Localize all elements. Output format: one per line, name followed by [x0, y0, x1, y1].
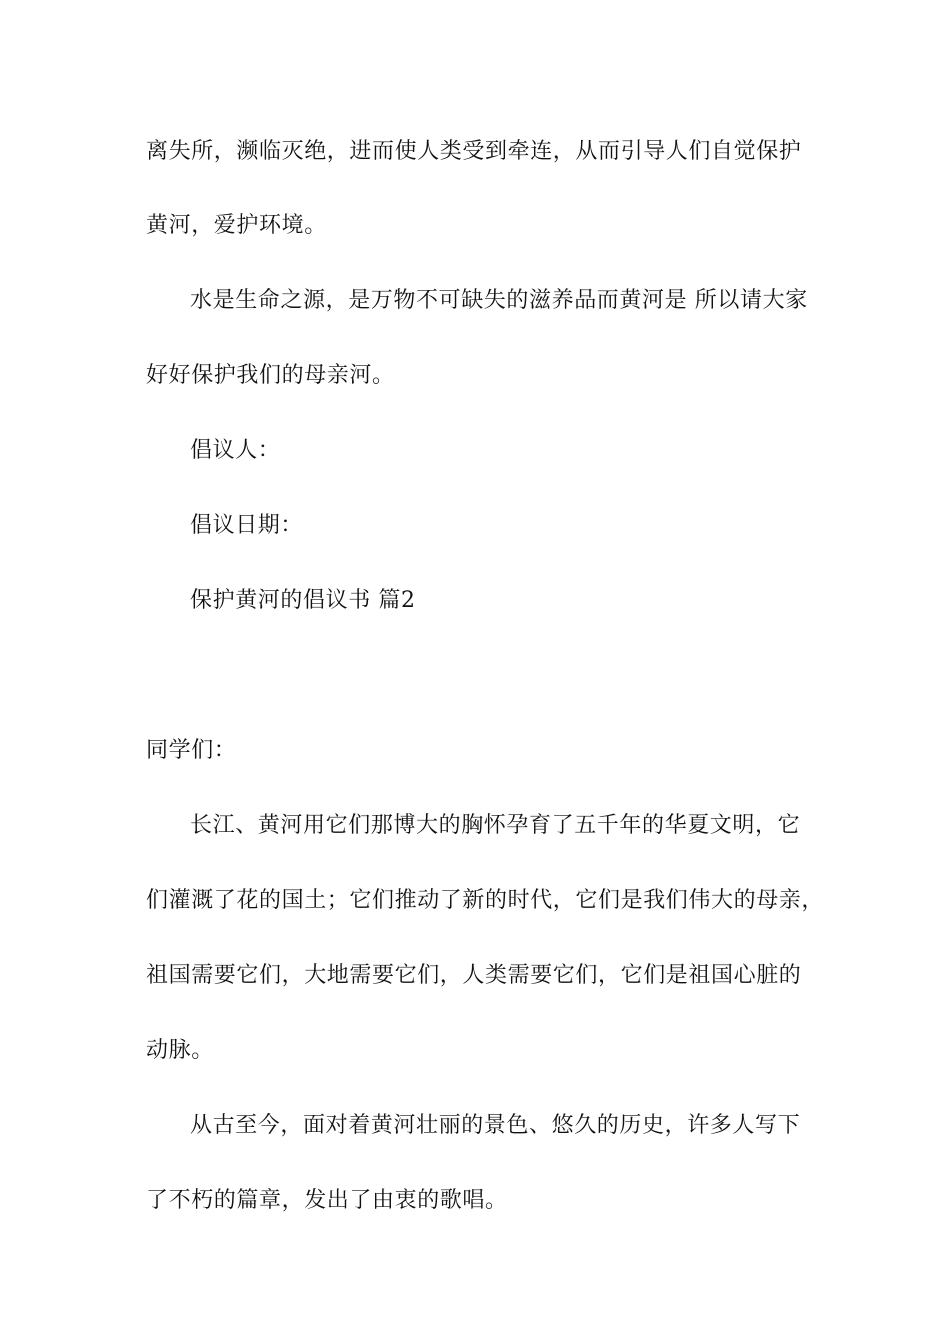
paragraph-line: 黄河，爱护环境。 [146, 213, 327, 238]
paragraph-line: 们灌溉了花的国土；它们推动了新的时代，它们是我们伟大的母亲， [146, 888, 825, 913]
paragraph-line: 了不朽的篇章，发出了由衷的歌唱。 [146, 1188, 508, 1213]
paragraph-line: 长江、黄河用它们那博大的胸怀孕育了五千年的华夏文明，它 [190, 813, 801, 838]
proposer-label: 倡议人： [190, 438, 281, 463]
paragraph-line: 好好保护我们的母亲河。 [146, 363, 395, 388]
salutation: 同学们： [146, 738, 237, 763]
paragraph-line: 水是生命之源，是万物不可缺失的滋养品而黄河是 所以请大家 [190, 288, 808, 313]
paragraph-line: 从古至今，面对着黄河壮丽的景色、悠久的历史，许多人写下 [190, 1113, 801, 1138]
section-heading: 保护黄河的倡议书 篇2 [190, 588, 416, 613]
paragraph-line: 离失所，濒临灭绝，进而使人类受到牵连，从而引导人们自觉保护 [146, 139, 802, 164]
paragraph-line: 动脉。 [146, 1038, 214, 1063]
paragraph-line: 祖国需要它们，大地需要它们，人类需要它们，它们是祖国心脏的 [146, 963, 802, 988]
proposal-date-label: 倡议日期： [190, 513, 304, 538]
